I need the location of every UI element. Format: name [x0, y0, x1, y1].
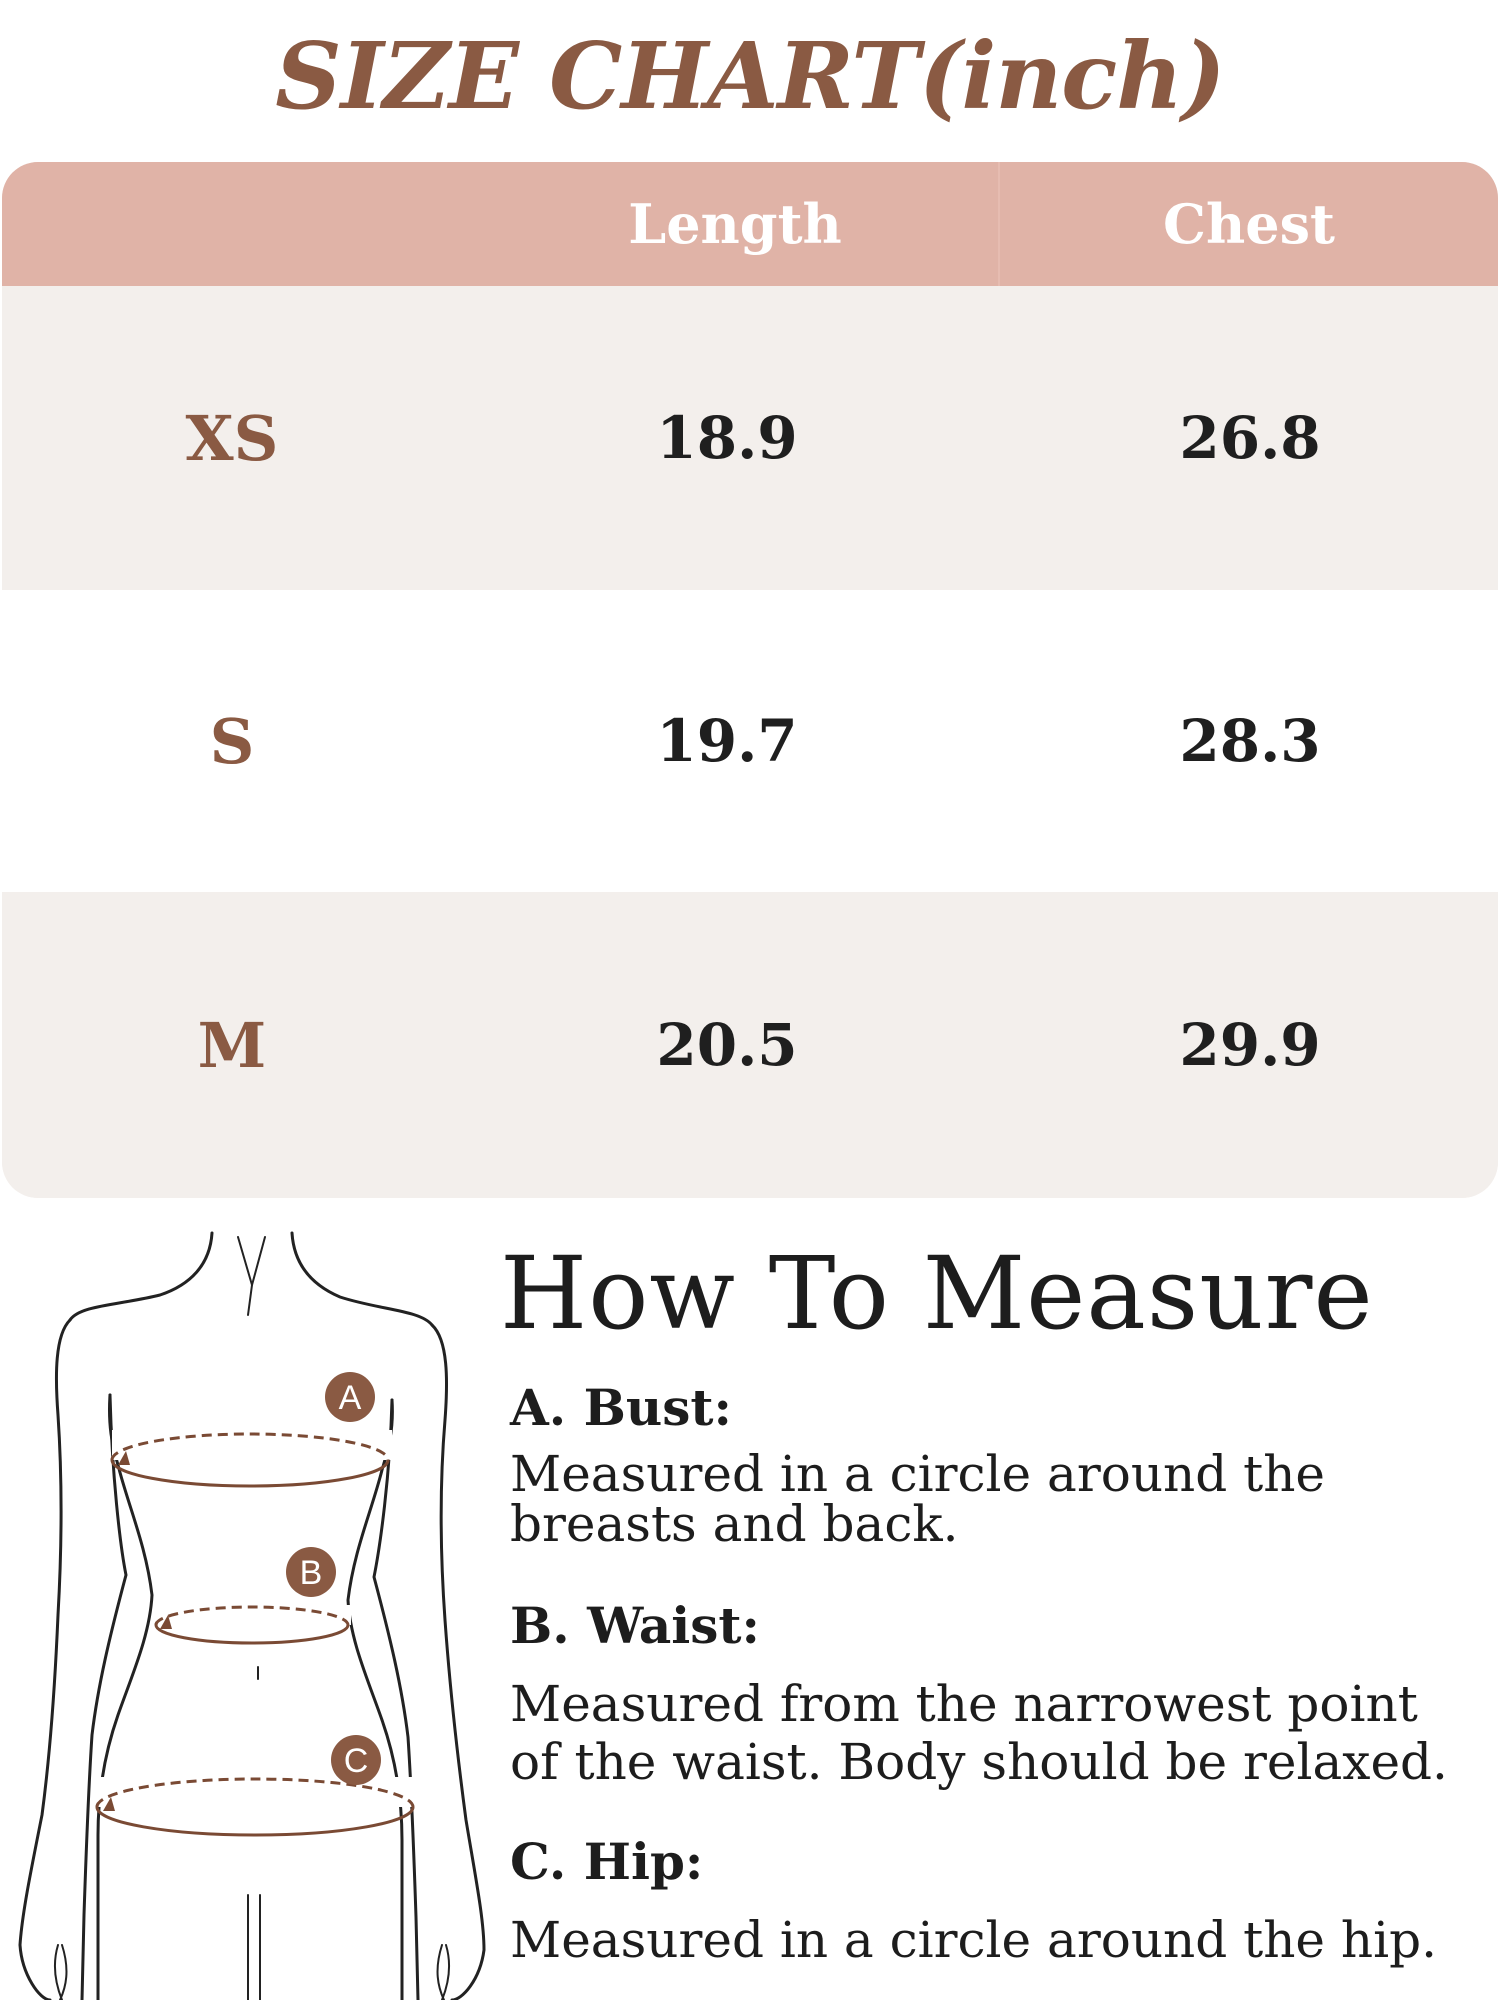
svg-text:B: B [299, 1554, 323, 1592]
bust-label: A. Bust: [510, 1378, 732, 1437]
waist-description-line-2: of the waist. Body should be relaxed. [510, 1733, 1448, 1791]
length-value: 20.5 [656, 1011, 798, 1079]
header-empty [2, 162, 472, 286]
table-header [2, 162, 1498, 286]
svg-text:A: A [338, 1379, 362, 1417]
size-label: M [197, 1008, 267, 1082]
marker-b [286, 1547, 336, 1597]
length-value: 19.7 [656, 707, 798, 775]
waist-description-line-1: Measured from the narrowest point [510, 1675, 1418, 1733]
table-row [2, 286, 1498, 590]
hip-description-line-1: Measured in a circle around the hip. [510, 1911, 1438, 1969]
header-length: Length [628, 192, 842, 256]
length-value: 18.9 [656, 404, 798, 472]
size-label: XS [185, 401, 279, 475]
chest-value: 28.3 [1179, 707, 1321, 775]
svg-text:C: C [343, 1742, 369, 1780]
neck-left-outline [70, 1233, 212, 1320]
neck-right-outline [292, 1233, 432, 1325]
marker-c [331, 1735, 381, 1785]
size-label: S [209, 704, 255, 778]
chest-value: 29.9 [1179, 1011, 1321, 1079]
page-title: SIZE CHART(inch) [275, 22, 1225, 130]
waist-label: B. Waist: [510, 1596, 760, 1655]
table-row [2, 892, 1498, 1198]
size-table [2, 162, 1498, 1198]
body-figure-illustration [0, 1215, 500, 2000]
header-chest: Chest [1163, 192, 1335, 256]
chest-value: 26.8 [1179, 404, 1321, 472]
table-row [2, 590, 1498, 892]
bust-description-line-2: breasts and back. [510, 1495, 959, 1553]
bust-description-line-1: Measured in a circle around the [510, 1445, 1326, 1503]
hip-label: C. Hip: [510, 1832, 704, 1891]
marker-a [325, 1372, 375, 1422]
how-to-measure-heading: How To Measure [500, 1235, 1374, 1352]
